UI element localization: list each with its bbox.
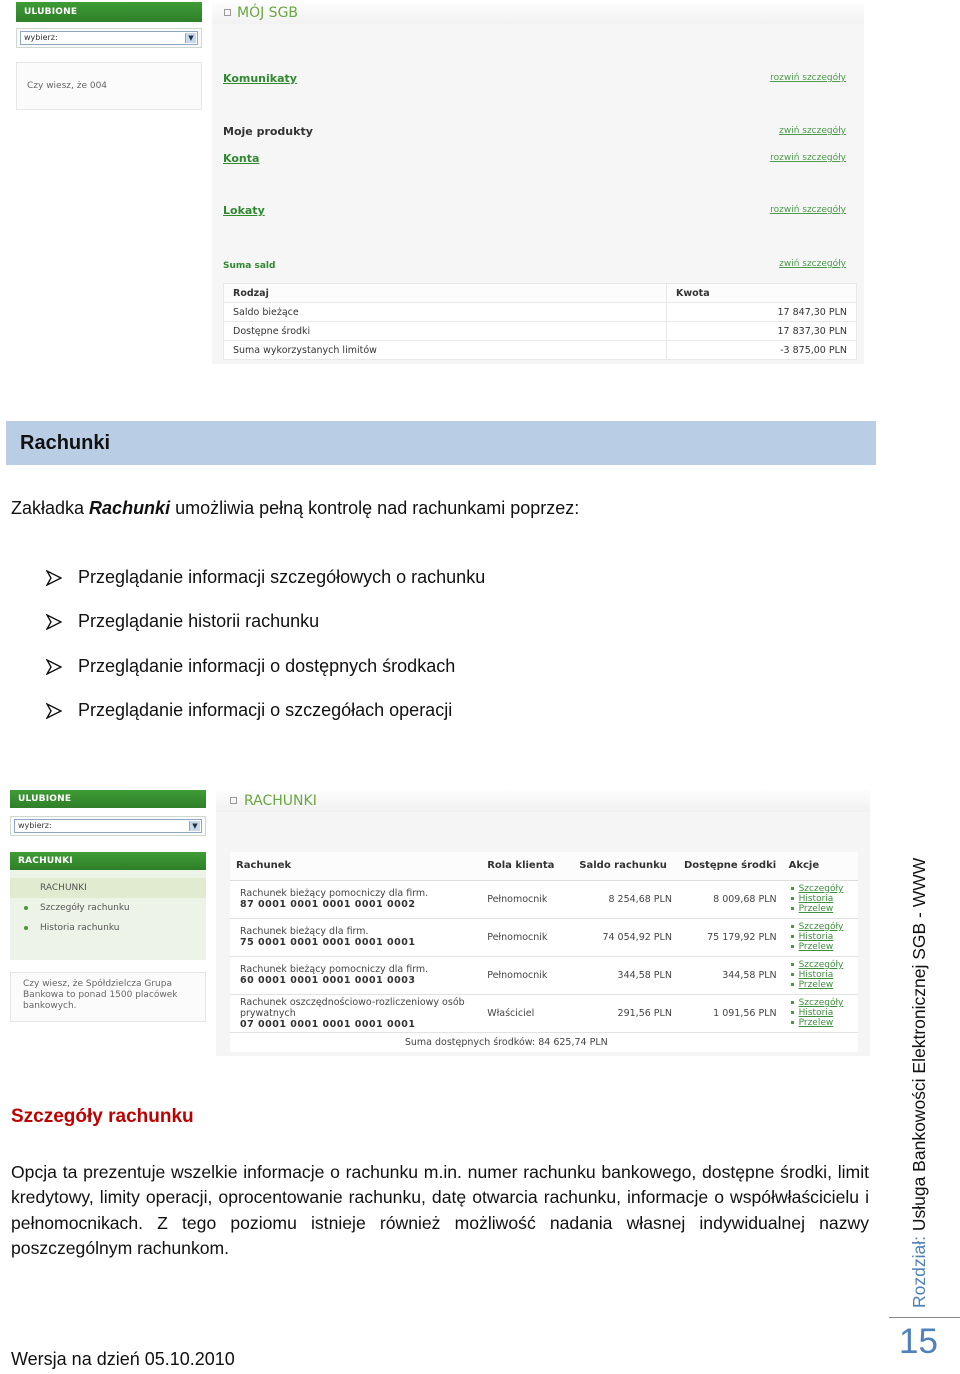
history-link[interactable]: Historia [791,932,852,942]
cell-amount: -3 875,00 PLN [667,341,857,360]
favorites-header: ULUBIONE [16,2,202,22]
details-link[interactable]: Szczegóły [791,960,852,970]
table-header-row [230,852,858,880]
table-row [230,994,858,1032]
menu-item-szczegoly[interactable]: Szczegóły rachunku [10,898,206,918]
account-name: Rachunek bieżący pomocniczy dla firm. [240,888,429,899]
table-row [230,956,858,994]
history-link[interactable]: Historia [791,970,852,980]
expand-link[interactable]: rozwiń szczegóły [770,73,846,83]
header-kwota: Kwota [667,284,857,303]
screenshot-moj-sgb [12,0,867,365]
account-number: 60 0001 0001 0001 0001 0003 [240,975,416,986]
intro-post: umożliwia pełną kontrolę nad rachunkami poprzez: [170,498,580,518]
table-row [224,341,857,360]
panel-title [212,2,864,24]
intro-text [11,498,579,519]
menu-item-historia[interactable]: Historia rachunku [10,918,206,938]
konta-link[interactable]: Konta [223,152,260,165]
collapse-link[interactable]: zwiń szczegóły [779,259,846,269]
balance-cell: 344,58 PLN [573,956,678,994]
select-value: wybierz: [18,821,52,830]
actions-cell [783,956,858,994]
panel-title-text: RACHUNKI [244,793,317,809]
account-number: 87 0001 0001 0001 0001 0002 [240,899,416,910]
expand-link[interactable]: rozwiń szczegóły [770,205,846,215]
section-title: Rachunki [20,432,111,454]
favorites-select[interactable] [14,819,202,833]
history-link[interactable]: Historia [791,894,852,904]
expand-link[interactable]: rozwiń szczegóły [770,153,846,163]
list-item [46,700,485,744]
favorites-select-wrap [10,816,206,836]
screenshot-rachunki [10,788,870,1056]
account-number: 75 0001 0001 0001 0001 0001 [240,937,416,948]
available-cell: 1 091,56 PLN [678,994,783,1032]
arrowhead-bullet-icon [46,567,78,591]
cell-amount: 17 837,30 PLN [667,322,857,341]
suma-sald-label: Suma sald [223,261,276,271]
arrowhead-bullet-icon [46,700,78,724]
list-item [46,611,485,655]
chevron-down-icon[interactable]: ▼ [189,821,200,831]
accounts-header: RACHUNKI [10,852,206,870]
transfer-link[interactable]: Przelew [791,980,852,990]
details-heading: Szczegóły rachunku [11,1106,194,1127]
favorites-select[interactable] [20,31,198,45]
details-link[interactable]: Szczegóły [791,884,852,894]
intro-bold: Rachunki [89,498,171,518]
available-cell: 8 009,68 PLN [678,880,783,918]
details-link[interactable]: Szczegóły [791,998,852,1008]
list-item-text: Przeglądanie historii rachunku [78,611,320,632]
role-cell: Właściciel [481,994,573,1032]
did-you-know-box: Czy wiesz, że 004 [16,62,202,110]
row-komunikaty [223,72,846,85]
header-saldo: Saldo rachunku [573,852,678,880]
section-header-bar [6,421,876,465]
page-number: 15 [899,1322,938,1361]
favorites-header: ULUBIONE [10,790,206,808]
version-footer: Wersja na dzień 05.10.2010 [11,1349,235,1369]
actions-cell [783,994,858,1032]
panel-title [216,790,870,812]
actions-cell [783,918,858,956]
list-item-text: Przeglądanie informacji szczegółowych o rachunku [78,567,486,587]
moje-produkty-label: Moje produkty [223,125,313,138]
main-panel [212,2,864,364]
intro-pre: Zakładka [11,498,90,518]
header-rachunek: Rachunek [230,852,481,880]
role-cell: Pełnomocnik [481,880,573,918]
arrowhead-bullet-icon [46,656,78,680]
favorites-select-wrap [16,28,202,48]
cell-type: Suma wykorzystanych limitów [224,341,667,360]
sum-row [230,1032,858,1052]
header-akcje: Akcje [783,852,858,880]
transfer-link[interactable]: Przelew [791,1018,852,1028]
available-cell: 344,58 PLN [678,956,783,994]
account-name: Rachunek bieżący dla firm. [240,926,369,937]
transfer-link[interactable]: Przelew [791,904,852,914]
chapter-sidebar [892,826,932,1308]
transfer-link[interactable]: Przelew [791,942,852,952]
balance-cell: 291,56 PLN [573,994,678,1032]
balance-cell: 8 254,68 PLN [573,880,678,918]
chevron-down-icon[interactable]: ▼ [185,33,196,43]
account-cell [230,956,481,994]
chapter-title: Usługa Bankowości Elektronicznej SGB - WWW [909,857,929,1232]
details-link[interactable]: Szczegóły [791,922,852,932]
details-paragraph: Opcja ta prezentuje wszelkie informacje o rachunku m.in. numer rachunku bankowego, dostępne środki, limit kredytowy, limity operacji, oprocentowanie rachunku, datę otwarcia rachunku, informacje o współwłaścicielu i pełnomocnikach. Z tego poziomu istnieje również możliwość nadania własnej indywidualnej nazwy poszczególnym rachunkom. [11,1162,869,1258]
account-name: Rachunek oszczędnościowo-rozliczeniowy osób prywatnych [240,996,465,1019]
account-cell [230,880,481,918]
header-dostepne: Dostępne środki [678,852,783,880]
role-cell: Pełnomocnik [481,918,573,956]
arrowhead-bullet-icon [46,611,78,635]
actions-cell [783,880,858,918]
sidebar [16,2,202,110]
cell-type: Dostępne środki [224,322,667,341]
row-moje-produkty [223,125,846,138]
role-cell: Pełnomocnik [481,956,573,994]
sum-empty [783,1032,858,1052]
table-row [230,880,858,918]
cell-amount: 17 847,30 PLN [667,303,857,322]
cell-type: Saldo bieżące [224,303,667,322]
table-header-row [224,284,857,303]
row-lokaty [223,204,846,217]
header-rola: Rola klienta [481,852,573,880]
table-row [224,303,857,322]
list-item-text: Przeglądanie informacji o szczegółach operacji [78,700,453,721]
history-link[interactable]: Historia [791,1008,852,1018]
main-panel [216,790,870,1056]
did-you-know-box: Czy wiesz, że Spółdzielcza Grupa Bankowa to ponad 1500 placówek bankowych. [10,972,206,1022]
list-item [46,656,485,700]
list-item-text: Przeglądanie informacji o dostępnych środkach [78,655,456,676]
lokaty-link[interactable]: Lokaty [223,204,265,217]
accounts-table [230,852,858,1052]
table-row [224,322,857,341]
square-icon [224,9,231,16]
panel-title-text: MÓJ SGB [237,5,299,21]
accounts-menu [10,870,206,960]
menu-item-rachunki[interactable]: RACHUNKI [10,878,206,898]
table-row [230,918,858,956]
sidebar [10,790,206,1017]
account-number: 07 0001 0001 0001 0001 0001 [240,1018,416,1030]
account-cell [230,918,481,956]
row-suma-sald [223,258,846,271]
page-number-rule [889,1317,960,1318]
chapter-prefix: Rozdział: [909,1231,929,1308]
chapter-label [899,826,939,1308]
balances-table [223,283,857,360]
feature-list [46,567,485,745]
square-icon [230,797,237,804]
header-rodzaj: Rodzaj [224,284,667,303]
list-item [46,567,485,611]
balance-cell: 74 054,92 PLN [573,918,678,956]
row-konta [223,152,846,165]
available-cell: 75 179,92 PLN [678,918,783,956]
komunikaty-link[interactable]: Komunikaty [223,72,297,85]
collapse-link[interactable]: zwiń szczegóły [779,126,846,136]
account-cell [230,994,481,1032]
select-value: wybierz: [24,33,58,42]
sum-available: Suma dostępnych środków: 84 625,74 PLN [404,1036,608,1048]
account-name: Rachunek bieżący pomocniczy dla firm. [240,964,429,975]
